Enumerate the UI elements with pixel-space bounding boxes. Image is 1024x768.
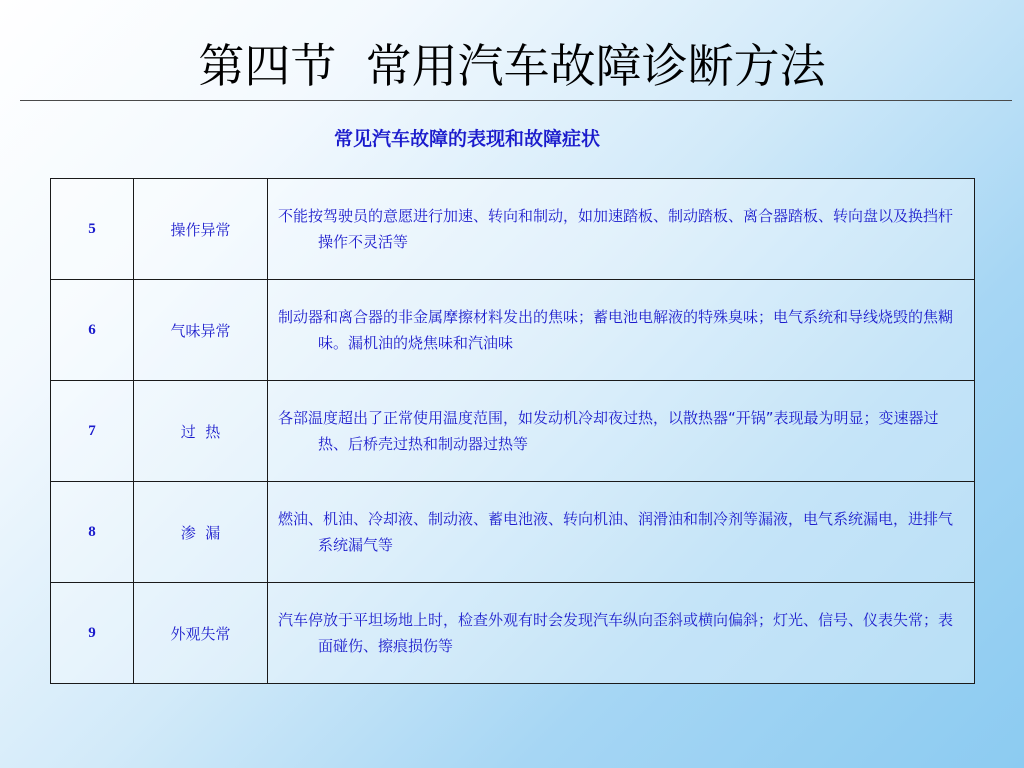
fault-category-label: 外观失常 — [170, 624, 231, 643]
fault-description-text: 汽车停放于平坦场地上时，检查外观有时会发现汽车纵向歪斜或横向偏斜；灯光、信号、仪表失常；表面碰伤、擦痕损伤等 — [278, 611, 954, 655]
fault-category-label: 过 热 — [180, 422, 221, 441]
slide-title: 第四节 常用汽车故障诊断方法 — [198, 39, 826, 93]
fault-description-text: 燃油、机油、冷却液、制动液、蓄电池液、转向机油、润滑油和制冷剂等漏液，电气系统漏电，进排气系统漏气等 — [278, 510, 954, 554]
fault-category-label: 操作异常 — [170, 220, 231, 239]
fault-category-label: 气味异常 — [170, 321, 231, 340]
fault-description — [268, 482, 975, 583]
fault-description — [268, 583, 975, 684]
fault-description — [268, 381, 975, 482]
row-number: 8 — [51, 482, 134, 583]
fault-description-text: 各部温度超出了正常使用温度范围，如发动机冷却夜过热，以散热器“开锅”表现最为明显；变速器过热、后桥壳过热和制动器过热等 — [278, 409, 939, 453]
row-number: 9 — [51, 583, 134, 684]
table-row — [51, 179, 975, 280]
table-row — [51, 482, 975, 583]
fault-description — [268, 179, 975, 280]
table-row — [51, 381, 975, 482]
fault-description-text: 制动器和离合器的非金属摩擦材料发出的焦味；蓄电池电解液的特殊臭味；电气系统和导线烧毁的焦糊味。漏机油的烧焦味和汽油味 — [278, 308, 954, 352]
row-number: 6 — [51, 280, 134, 381]
fault-category — [134, 583, 268, 684]
fault-category-label: 渗 漏 — [180, 523, 221, 542]
fault-symptoms-table — [50, 178, 975, 684]
fault-category — [134, 482, 268, 583]
table-row — [51, 280, 975, 381]
row-number: 7 — [51, 381, 134, 482]
table-subtitle: 常见汽车故障的表现和故障症状 — [333, 128, 600, 150]
table-row — [51, 583, 975, 684]
fault-category — [134, 381, 268, 482]
fault-category — [134, 179, 268, 280]
fault-description-text: 不能按驾驶员的意愿进行加速、转向和制动，如加速踏板、制动踏板、离合器踏板、转向盘以及换挡杆操作不灵活等 — [278, 207, 954, 251]
row-number: 5 — [51, 179, 134, 280]
fault-description — [268, 280, 975, 381]
fault-category — [134, 280, 268, 381]
title-divider — [20, 100, 1012, 101]
